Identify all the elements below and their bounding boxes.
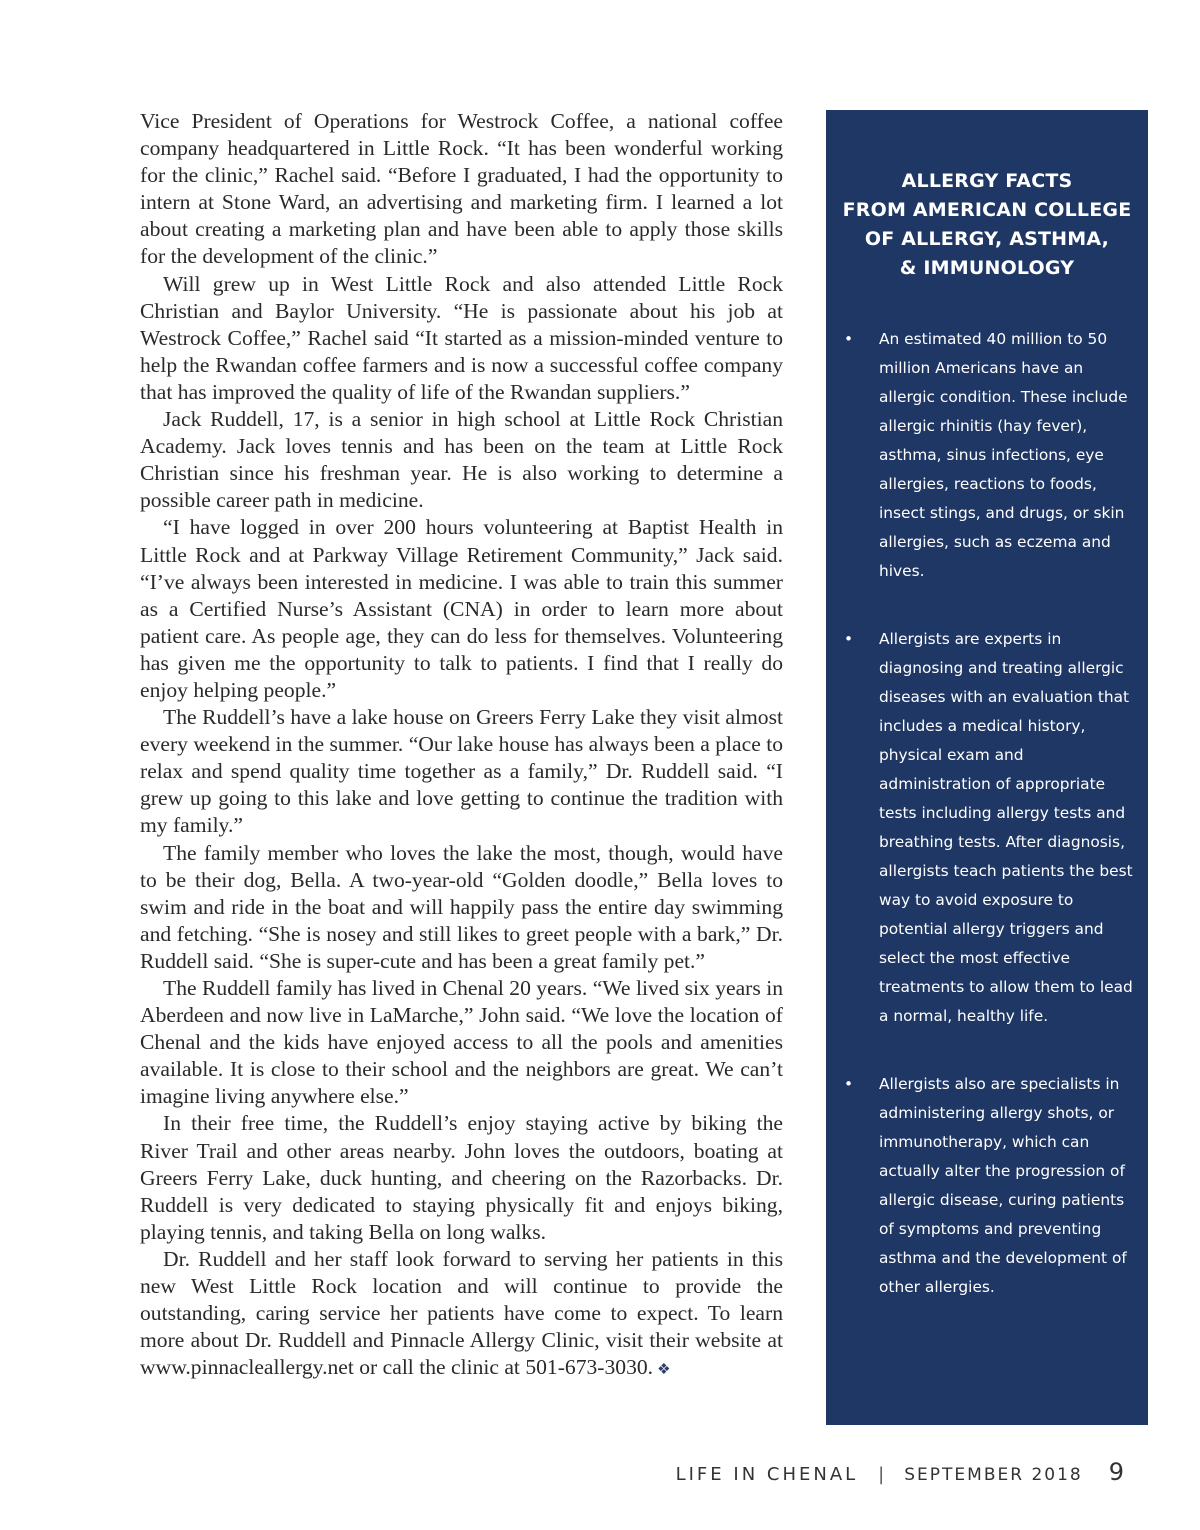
- allergy-facts-sidebar: [826, 110, 1148, 1425]
- sidebar-title-line: FROM AMERICAN COLLEGE: [842, 199, 1132, 221]
- bullet-icon: •: [844, 630, 854, 648]
- article-paragraph: Will grew up in West Little Rock and also attended Little Rock Christian and Baylor University. “He is passionate about his job at Westrock Coffee,” Rachel said “It started as a mission-minded venture to help the Rwandan coffee farmers and is now a successful coffee company that has improved the quality of life of the Rwandan suppliers.”: [140, 271, 783, 404]
- fact-item: [826, 1070, 1148, 1302]
- fact-item: [826, 625, 1148, 1031]
- article-paragraph-text: Dr. Ruddell and her staff look forward to serving her patients in this new West Little Rock location and will continue to provide the outstanding, caring service her patients have come to expect. To learn more about Dr. Ruddell and Pinnacle Allergy Clinic, visit their website at www.pinnacleallergy.net or call the clinic at 501-673-3030.: [140, 1246, 783, 1380]
- facts-list: [826, 325, 1148, 1302]
- article-paragraph: In their free time, the Ruddell’s enjoy staying active by biking the River Trail and other areas nearby. John loves the outdoors, boating at Greers Ferry Lake, duck hunting, and cheering on the Razorbacks. Dr. Ruddell is very dedicated to staying physically fit and enjoys biking, playing tennis, and taking Bella on long walks.: [140, 1111, 783, 1244]
- page-number: 9: [1108, 1458, 1124, 1486]
- sidebar-title-line: ALLERGY FACTS: [901, 170, 1073, 192]
- page-footer: [676, 1458, 1124, 1486]
- fact-text: Allergists are experts in diagnosing and treating allergic diseases with an evaluation that includes a medical history, physical exam and administration of appropriate tests including allergy tests and breathing tests. After diagnosis, allergists teach patients the best way to avoid exposure to potential allergy triggers and select the most effective treatments to allow them to lead a normal, healthy life.: [879, 630, 1133, 1025]
- article-body: [140, 108, 783, 1384]
- bullet-icon: •: [844, 1075, 854, 1093]
- fact-text: An estimated 40 million to 50 million Americans have an allergic condition. These include allergic rhinitis (hay fever), asthma, sinus infections, eye allergies, reactions to foods, insect stings, and drugs, or skin allergies, such as eczema and hives.: [879, 330, 1128, 580]
- bullet-icon: •: [844, 330, 854, 348]
- article-paragraph: The family member who loves the lake the most, though, would have to be their dog, Bella. A two-year-old “Golden doodle,” Bella loves to swim and ride in the boat and will happily pass the entire day swimming and fetching. “She is nosey and still likes to greet people with a bark,” Dr. Ruddell said. “She is super-cute and has been a great family pet.”: [140, 840, 783, 973]
- article-paragraph: The Ruddell’s have a lake house on Greers Ferry Lake they visit almost every weekend in the summer. “Our lake house has always been a place to relax and spend quality time together as a family,” Dr. Ruddell said. “I grew up going to this lake and love getting to continue the tradition with my family.”: [140, 705, 783, 838]
- sidebar-title-line: OF ALLERGY, ASTHMA,: [864, 228, 1110, 250]
- issue-date: SEPTEMBER 2018: [904, 1465, 1083, 1485]
- end-mark-icon: ❖: [657, 1362, 671, 1379]
- article-paragraph-last: [140, 1246, 783, 1384]
- article-paragraph: Jack Ruddell, 17, is a senior in high school at Little Rock Christian Academy. Jack loves tennis and has been on the team at Little Rock Christian since his freshman year. He is also working to determine a possible career path in medicine.: [140, 407, 783, 513]
- fact-text: Allergists also are specialists in administering allergy shots, or immunotherapy, which can actually alter the progression of allergic disease, curing patients of symptoms and preventing asthma and the development of other allergies.: [879, 1075, 1127, 1296]
- magazine-name: LIFE IN CHENAL: [675, 1464, 859, 1485]
- footer-separator: |: [878, 1464, 885, 1485]
- fact-item: [826, 325, 1148, 586]
- article-paragraph: Vice President of Operations for Westrock Coffee, a national coffee company headquartered in Little Rock. “It has been wonderful working for the clinic,” Rachel said. “Before I graduated, I had the opportunity to intern at Stone Ward, an advertising and marketing firm. I learned a lot about creating a marketing plan and have been able to apply those skills for the development of the clinic.”: [140, 109, 783, 269]
- article-paragraph: “I have logged in over 200 hours volunteering at Baptist Health in Little Rock and at Parkway Village Retirement Community,” Jack said. “I’ve always been interested in medicine. I was able to train this summer as a Certified Nurse’s Assistant (CNA) in order to learn more about patient care. As people age, they can do less for themselves. Volunteering has given me the opportunity to talk to patients. I find that I really do enjoy helping people.”: [140, 515, 783, 702]
- sidebar-title-line: & IMMUNOLOGY: [899, 257, 1075, 279]
- sidebar-title: [826, 167, 1148, 283]
- article-paragraph: The Ruddell family has lived in Chenal 20 years. “We lived six years in Aberdeen and now live in LaMarche,” John said. “We love the location of Chenal and the kids have enjoyed access to all the pools and amenities available. It is close to their school and the neighbors are great. We can’t imagine living anywhere else.”: [140, 976, 783, 1109]
